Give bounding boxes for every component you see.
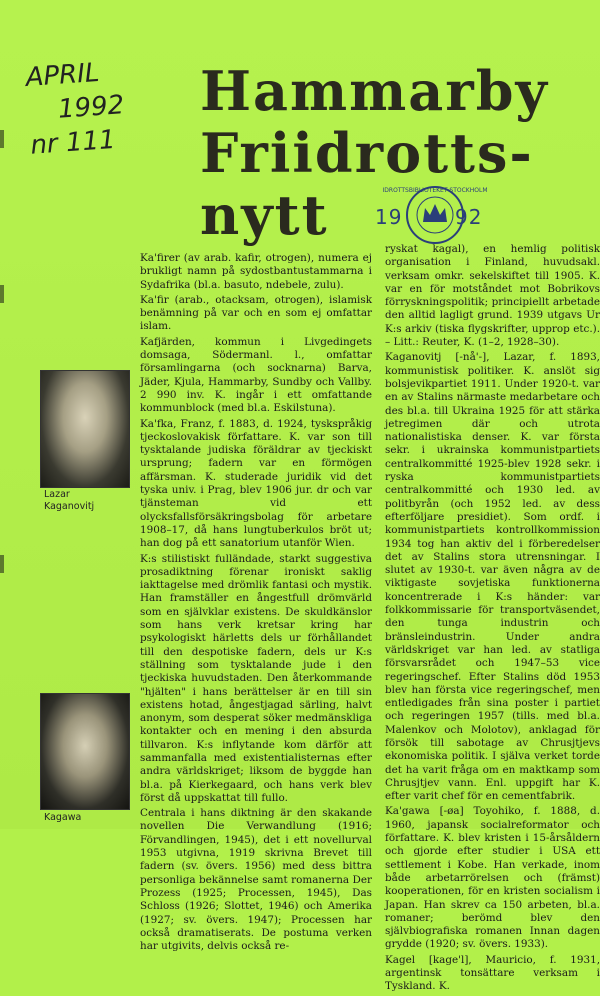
title-line-2: Friidrotts- (200, 121, 534, 185)
binder-hole-mark (0, 285, 4, 303)
entry-paragraph: Kafjärden, kommun i Livgedingets domsaga, Södermanl. l., omfattar församlingarna (och socknarna) Barva, Jäder, Kjula, Hammarby, Sundby och Vallby. 2 990 inv. K. ingår i ett omfattande kommunblock (med bl.a. Eskilstuna). (140, 335, 372, 415)
entry-paragraph: Ka'fir (arab., otacksam, otrogen), islamisk benämning på var och en som ej omfattar islam. (140, 293, 372, 333)
entry-paragraph: Centrala i hans diktning är den skakande novellen Die Verwandlung (1916; Förvandlingen, 1945), det i ett novellurval 1953 utgivna, 1919 skrivna Brevet till fadern (sv. övers. 1956) med dess bittra personliga bekännelse samt romanerna Der Prozess (1925; Processen, 1945), Das Schloss (1926; Slottet, 1946) och Amerika (1927; sv. övers. 1947); Processen har också dramatiserats. De postuma verken har utgivits, delvis också re- (140, 807, 372, 953)
entry-paragraph: Ka'firer (av arab. kafir, otrogen), numera ej brukligt namn på sydostbantustammarna i Sydafrika (bl.a. basuto, ndebele, zulu). (140, 252, 372, 291)
title-line-3: nytt (200, 183, 329, 247)
entry-paragraph: Ka'gawa [-øa] Toyohiko, f. 1888, d. 1960, japansk socialreformator och författare. K. blev kristen i 15-årsåldern och gjorde efter studier i USA ett settlement i Kobe. Han verkade, inom både arbetarrörelsen och (främst) kooperationen, för en kristen socialism i Japan. Han skrev ca 150 arbeten, bl.a. romaner; berömd blev den självbiografiska romanen Innan dagen grydde (1920; sv. övers. 1933). (385, 805, 600, 951)
handwritten-month: APRIL (24, 57, 101, 93)
handwritten-issue-number: nr 111 (29, 124, 117, 161)
encyclopedia-column-left (140, 252, 372, 955)
stamp-year-left: 19 (375, 205, 403, 229)
portrait-photo-kagawa (40, 693, 130, 810)
photo-caption-kagawa: Kagawa (44, 812, 82, 823)
caption-line: Kaganovitj (44, 501, 95, 512)
binder-hole-mark (0, 130, 4, 148)
entry-paragraph: Kaganovitj [-nå'-], Lazar, f. 1893, kommunistisk politiker. K. anslöt sig bolsjevikpartiet 1911. Under 1920-t. var en av Stalins närmaste medarbetare och des bl.a. till Ukraina 1925 för att stärka jetregimen där och utrota nationalistiska denser. K. var första sekr. i ukrainska kommunistpartiets centralkommitté 1925-blev 1928 sekr. i ryska kommunistpartiets centralkommitté och 1930 led. av politbyrån (och 1952 led. av dess efterföljare presidiet). Som ordf. i kommunistpartiets kontrollkommission 1934 tog han aktiv del i förberedelser det av Stalins stora utrensningar. I slutet av 1930-t. var även några av de viktigaste sovjetiska funktionerna koncentrerade i K:s händer: var folkkommissarie för transportväsendet, den tunga industrin och bränsleindustrin. Under andra världskriget var han led. av statliga försvarsrådet och 1947–53 vice regeringschef. Efter Stalins död 1953 blev han första vice regeringschef, men entledigades från sina poster i partiet och regeringen 1957 (tills. med bl.a. Malenkov och Molotov), anklagad för försök till sabotage av Chrusjtjevs ekonomiska politik. I själva verket torde det ha varit fråga om en maktkamp som Chrusjtjev vann. Enl. uppgift har K. efter varit chef för en cementfabrik. (385, 351, 600, 803)
binder-hole-mark (0, 555, 4, 573)
photo-caption-kaganovitj (44, 489, 94, 513)
encyclopedia-column-right (385, 243, 600, 996)
entry-paragraph: K:s stilistiskt fulländade, starkt suggestiva prosadiktning förenar ironiskt saklig iakttagelse med drömlik fantasi och mystik. Han framställer en ångestfull drömvärld som en självklar existens. De skuldkänslor som hans verk kretsar kring har psykologiskt härletts dels ur förhållandet till den despotiske fadern, dels ur K:s ställning som tysktalande jude i den tjeckiska huvudstaden. Den återkommande "hjälten" i hans berättelser är en till sin existens hotad, ångestjagad särling, halvt anonym, som desperat söker medmänskliga kontakter och en mening i den absurda tillvaron. K:s inflytande kom därför att sammanfalla med existentialisternas efter andra världskriget; liksom de byggde han bl.a. på Kierkegaard, och hans verk blev först då uppskattat till fullo. (140, 552, 372, 804)
portrait-photo-kaganovitj (40, 370, 130, 488)
entry-paragraph: Kagel [kage'l], Mauricio, f. 1931, argentinsk tonsättare verksam i Tyskland. K. (385, 953, 600, 993)
title-line-1: Hammarby (200, 59, 549, 123)
handwritten-date-note (25, 51, 172, 163)
handwritten-year: 1992 (57, 90, 126, 125)
stamp-text: IDROTTSBIBLIOTEKET STOCKHOLM (382, 187, 488, 194)
caption-line: Lazar (44, 489, 70, 500)
entry-paragraph: ryskat kagal), en hemlig politisk organisation i Finland, huvudsakl. verksam omkr. sekelskiftet till 1905. K. var en för motståndet mot Bobrikovs förryskningspolitik; principiellt arbetade den alltid lagligt grund. 1939 utgavs Ur K:s arkiv (tiska flygskrifter, upprop etc.). – Litt.: Reuter, K. (1–2, 1928–30). (385, 243, 600, 349)
entry-paragraph: Ka'fka, Franz, f. 1883, d. 1924, tyskspråkig tjeckoslovakisk författare. K. var son till tysktalande judiska föräldrar av tjeckiskt ursprung; fadern var en förmögen affärsman. K. studerade juridik vid det tyska univ. i Prag, blev 1906 jur. dr och var tjänsteman vid ett olycksfallsförsäkringsbolag för arbetare 1908–17, då hans lungtuberkulos bröt ut; han dog på ett sanatorium utanför Wien. (140, 417, 372, 550)
stamp-year-right: 92 (455, 205, 483, 229)
